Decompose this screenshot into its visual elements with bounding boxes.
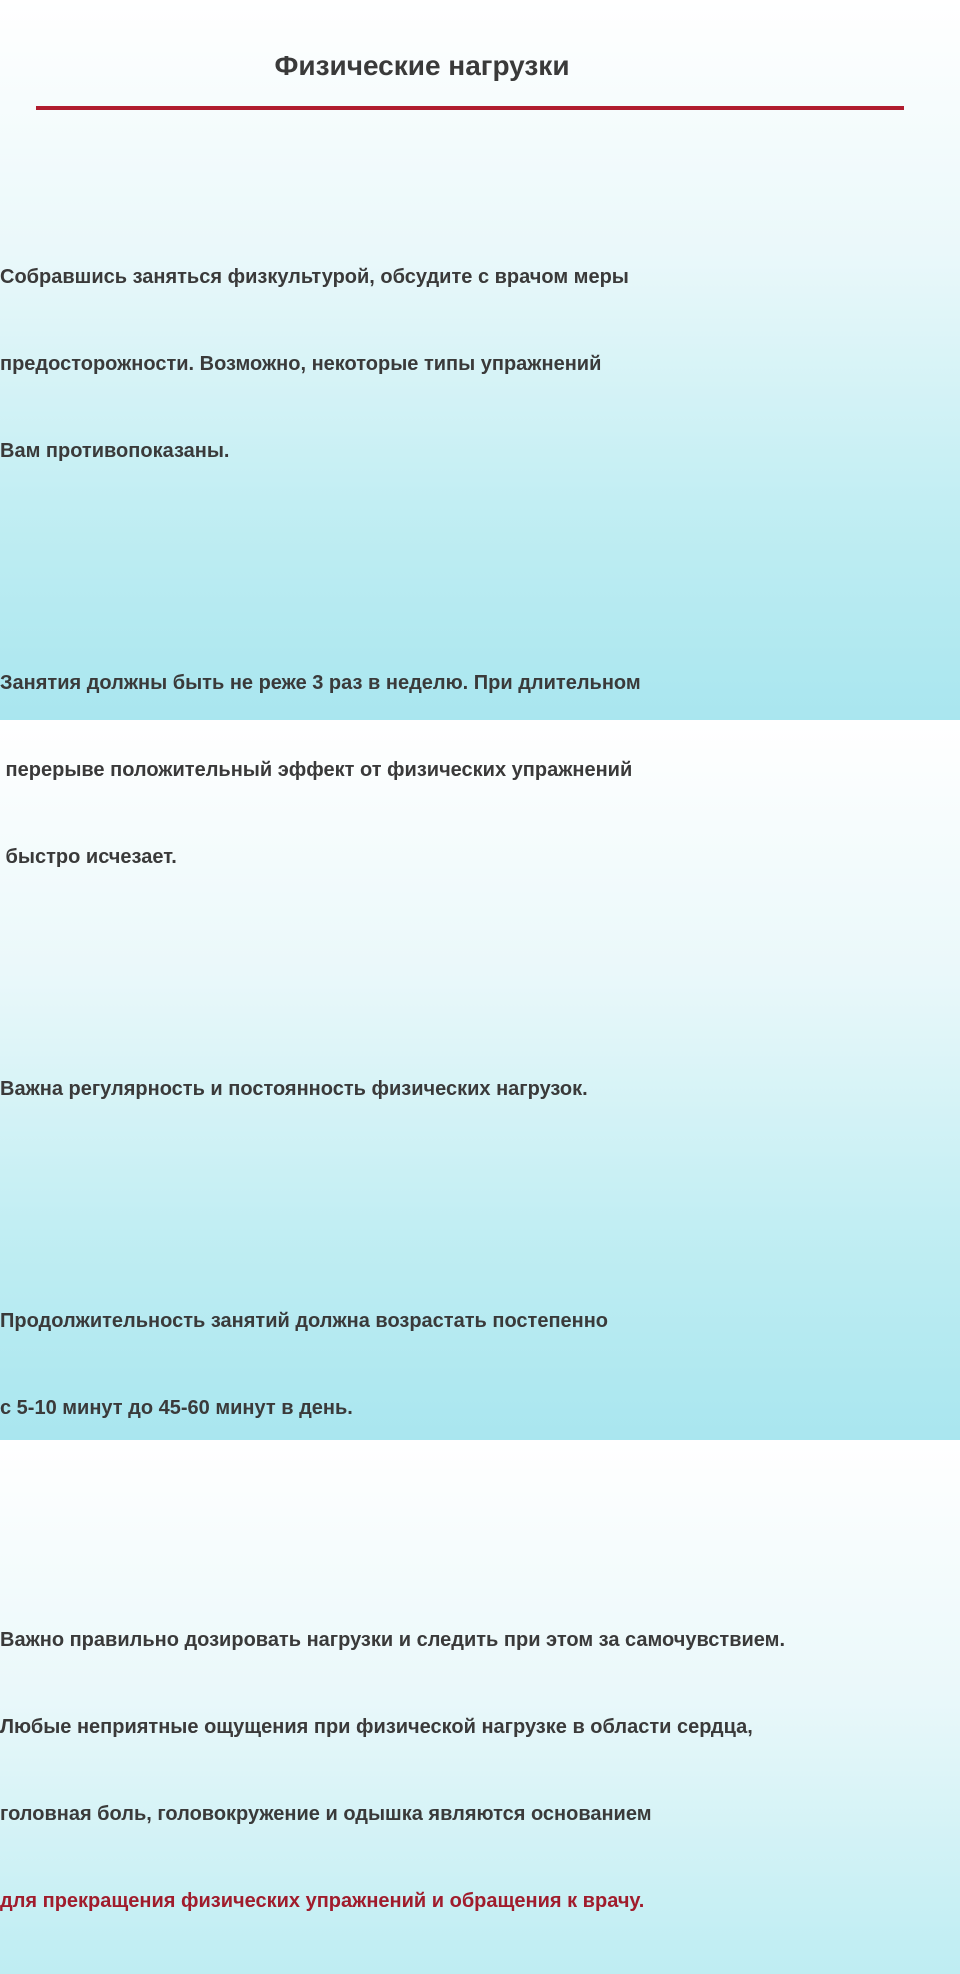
highlighted-conclusion: для прекращения физических упражнений и обращения к врачу.: [0, 1890, 645, 1912]
body-line: перерыве положительный эффект от физических упражнений: [0, 759, 633, 781]
slide-title: Физические нагрузки: [274, 50, 570, 81]
body-line: предосторожности. Возможно, некоторые типы упражнений: [0, 353, 602, 375]
body-line: Занятия должны быть не реже 3 раз в неделю. При длительном: [0, 672, 641, 694]
slide-body: [0, 176, 955, 1974]
body-line: Продолжительность занятий должна возрастать постепенно: [0, 1310, 609, 1332]
body-line: Вам противопоказаны.: [0, 440, 230, 462]
body-line: Собравшись заняться физкультурой, обсудите с врачом меры: [0, 266, 629, 288]
body-line: Любые неприятные ощущения при физической нагрузке в области сердца,: [0, 1716, 753, 1738]
paragraph-gap: [0, 524, 955, 553]
body-line: Важна регулярность и постоянность физических нагрузок.: [0, 1078, 588, 1100]
paragraph-gap: [0, 930, 955, 959]
paragraph-gap: [0, 1162, 955, 1191]
body-line: головная боль, головокружение и одышка являются основанием: [0, 1803, 652, 1825]
title-divider: [36, 106, 904, 110]
paragraph-gap: [0, 1481, 955, 1510]
body-line: быстро исчезает.: [0, 846, 177, 868]
body-line: Важно правильно дозировать нагрузки и следить при этом за самочувствием.: [0, 1629, 786, 1651]
body-line: с 5-10 минут до 45-60 минут в день.: [0, 1397, 353, 1419]
